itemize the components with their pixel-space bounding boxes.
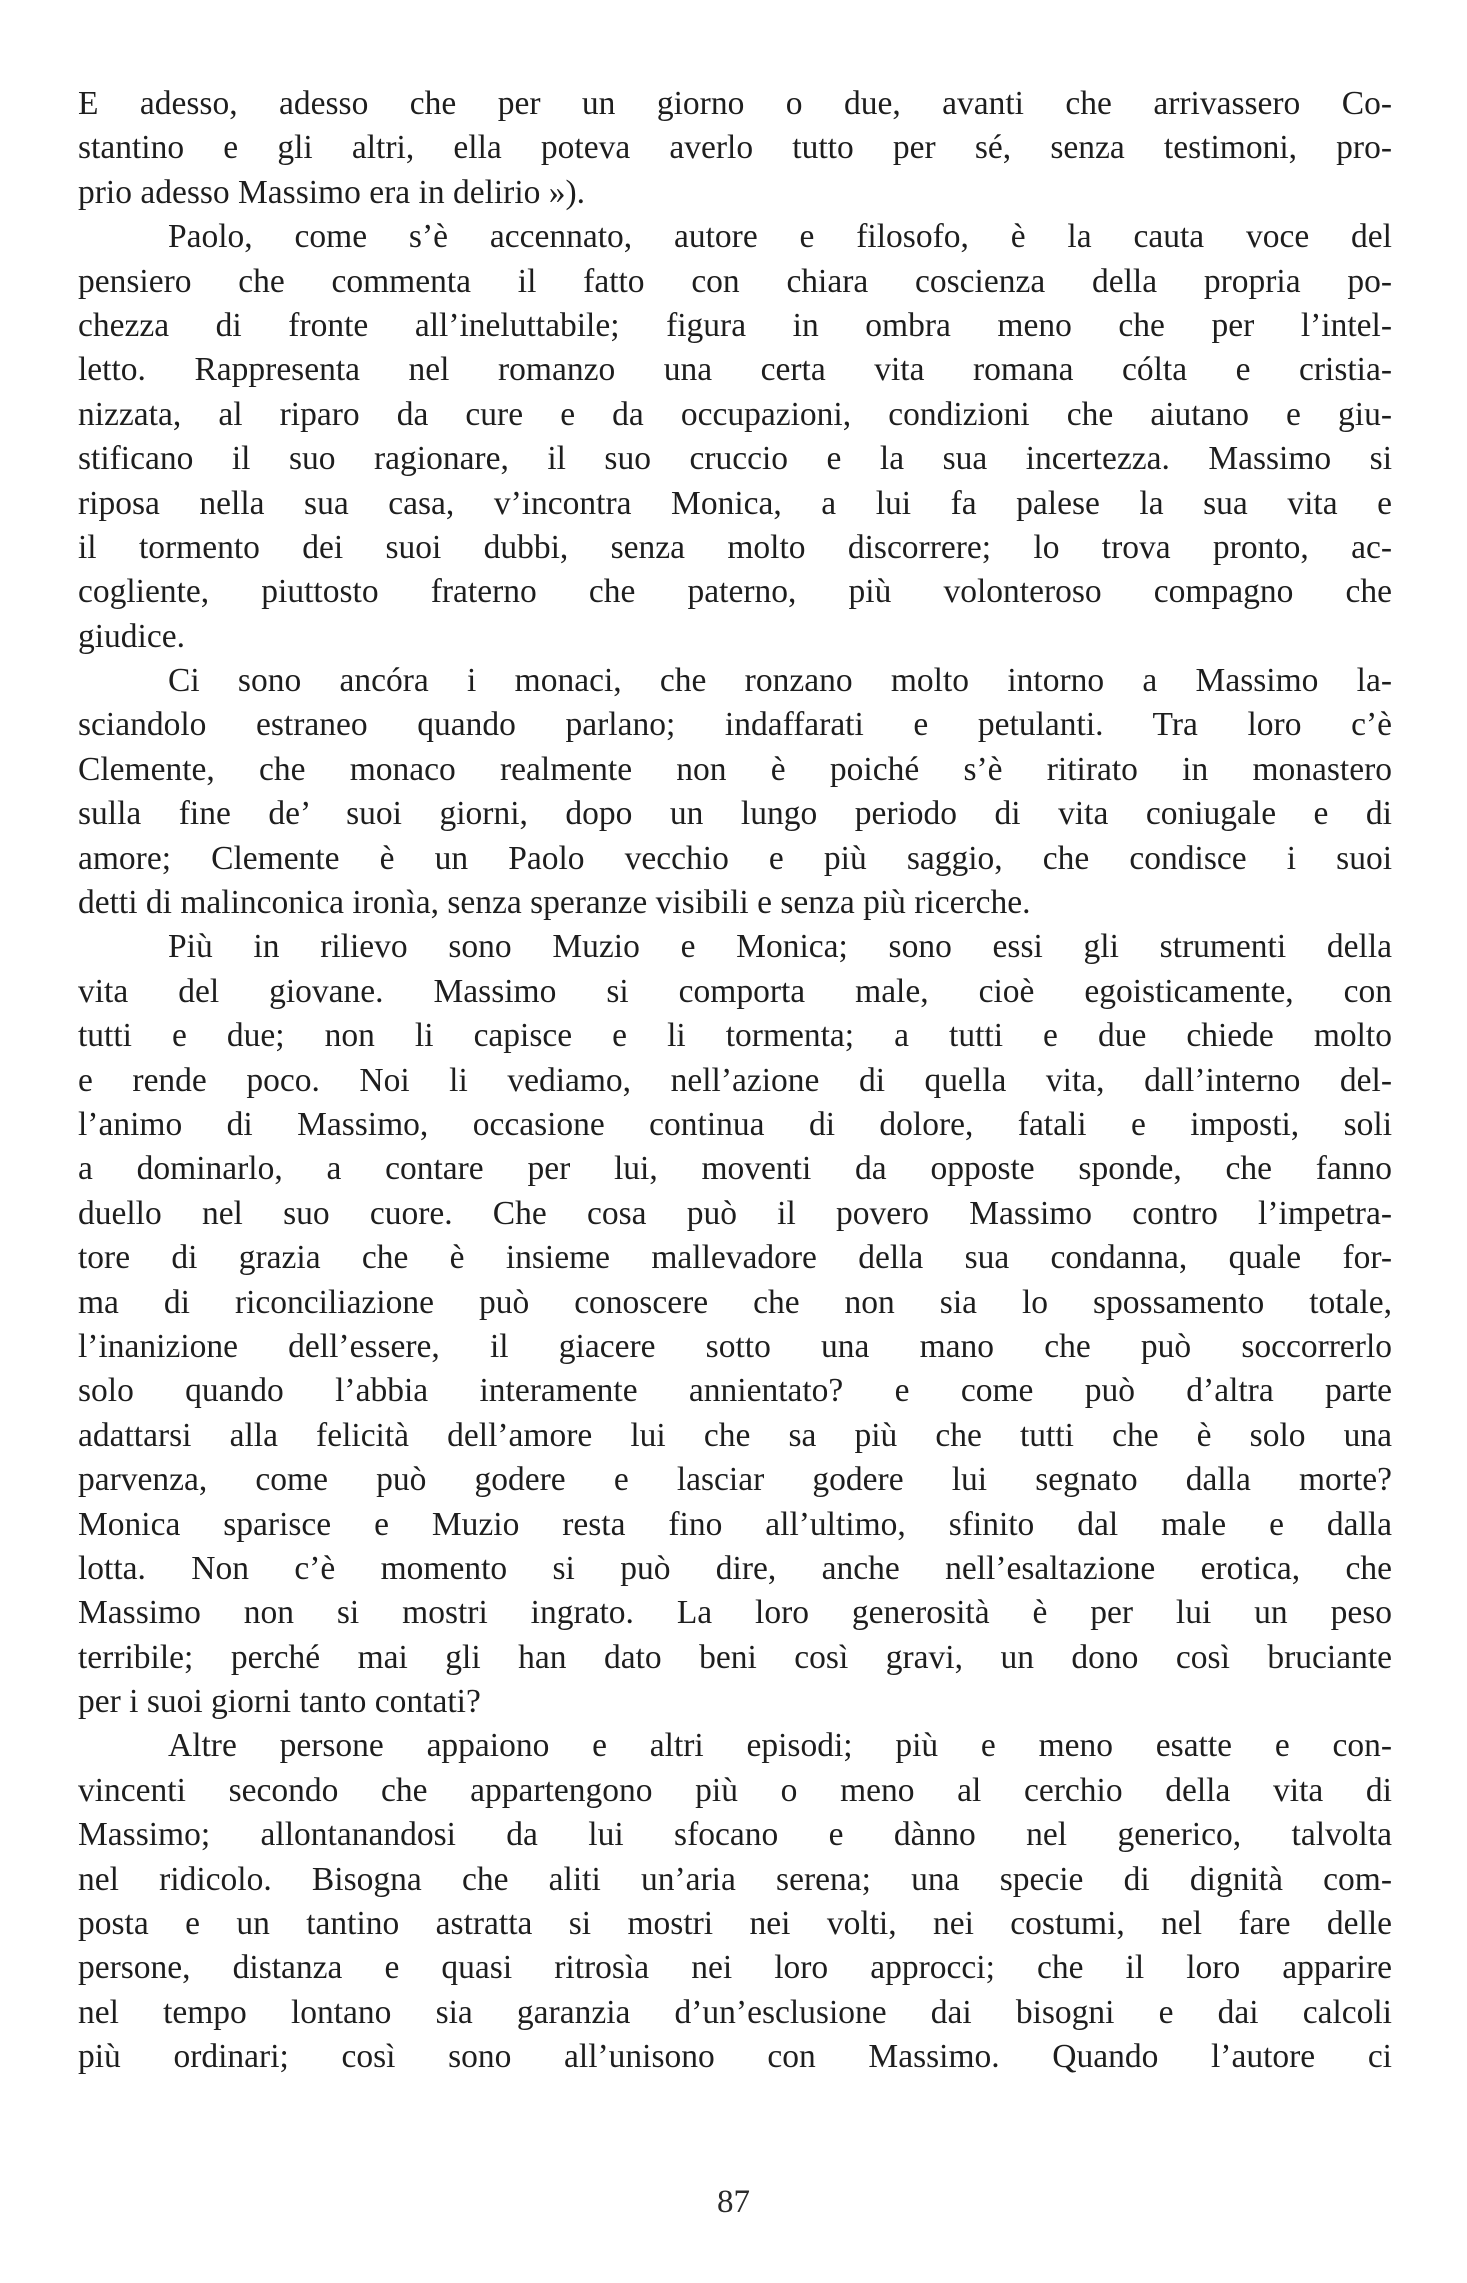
text-line: a dominarlo, a contare per lui, moventi da opposte sponde, che fanno — [78, 1150, 1392, 1188]
text-line: chezza di fronte all’ineluttabile; figura in ombra meno che per l’intel- — [78, 306, 1392, 344]
text-line: e rende poco. Noi li vediamo, nell’azione di quella vita, dall’interno del- — [78, 1061, 1392, 1099]
text-line: giudice. — [78, 617, 185, 655]
paragraph — [78, 1724, 1392, 2079]
text-line: vita del giovane. Massimo si comporta male, cioè egoisticamente, con — [78, 972, 1392, 1010]
text-line: Altre persone appaiono e altri episodi; più e meno esatte e con- — [168, 1727, 1392, 1765]
paragraph — [78, 215, 1392, 659]
text-line: cogliente, piuttosto fraterno che paterno, più volonteroso compagno che — [78, 573, 1392, 611]
text-line: l’inanizione dell’essere, il giacere sotto una mano che può soccorrerlo — [78, 1327, 1392, 1365]
page-text — [78, 82, 1392, 2080]
text-line: amore; Clemente è un Paolo vecchio e più saggio, che condisce i suoi — [78, 839, 1392, 877]
paragraph — [78, 925, 1392, 1724]
paragraph — [78, 659, 1392, 925]
text-line: detti di malinconica ironìa, senza speranze visibili e senza più ricerche. — [78, 884, 1031, 922]
text-line: persone, distanza e quasi ritrosìa nei loro approcci; che il loro apparire — [78, 1949, 1392, 1987]
text-line: E adesso, adesso che per un giorno o due, avanti che arrivassero Co- — [78, 85, 1392, 122]
text-line: vincenti secondo che appartengono più o meno al cerchio della vita di — [78, 1771, 1392, 1809]
text-line: lotta. Non c’è momento si può dire, anche nell’esaltazione erotica, che — [78, 1549, 1392, 1587]
text-line: riposa nella sua casa, v’incontra Monica, a lui fa palese la sua vita e — [78, 484, 1392, 522]
text-line: posta e un tantino astratta si mostri nei volti, nei costumi, nel fare delle — [78, 1905, 1392, 1943]
text-line: più ordinari; così sono all’unisono con Massimo. Quando l’autore ci — [78, 2038, 1392, 2076]
text-line: parvenza, come può godere e lasciar godere lui segnato dalla morte? — [78, 1461, 1392, 1499]
text-line: Più in rilievo sono Muzio e Monica; sono essi gli strumenti della — [168, 928, 1392, 966]
text-line: sciandolo estraneo quando parlano; indaffarati e petulanti. Tra loro c’è — [78, 706, 1392, 744]
text-line: duello nel suo cuore. Che cosa può il povero Massimo contro l’impetra- — [78, 1194, 1392, 1232]
text-line: solo quando l’abbia interamente annientato? e come può d’altra parte — [78, 1372, 1392, 1410]
text-line: Paolo, come s’è accennato, autore e filosofo, è la cauta voce del — [168, 218, 1392, 256]
text-line: Ci sono ancóra i monaci, che ronzano molto intorno a Massimo la- — [168, 662, 1392, 700]
text-line: Massimo non si mostri ingrato. La loro generosità è per lui un peso — [78, 1594, 1392, 1632]
text-line: nel tempo lontano sia garanzia d’un’esclusione dai bisogni e dai calcoli — [78, 1993, 1392, 2031]
text-line: Clemente, che monaco realmente non è poiché s’è ritirato in monastero — [78, 750, 1392, 788]
text-line: tutti e due; non li capisce e li tormenta; a tutti e due chiede molto — [78, 1017, 1392, 1055]
text-line: Massimo; allontanandosi da lui sfocano e dànno nel generico, talvolta — [78, 1816, 1392, 1854]
text-line: il tormento dei suoi dubbi, senza molto discorrere; lo trova pronto, ac- — [78, 528, 1392, 566]
text-line: sulla fine de’ suoi giorni, dopo un lungo periodo di vita coniugale e di — [78, 795, 1392, 833]
text-line: l’animo di Massimo, occasione continua di dolore, fatali e imposti, soli — [78, 1105, 1392, 1143]
text-line: nizzata, al riparo da cure e da occupazioni, condizioni che aiutano e giu- — [78, 395, 1392, 433]
text-line: tore di grazia che è insieme mallevadore della sua condanna, quale for- — [78, 1239, 1392, 1277]
text-line: ma di riconciliazione può conoscere che non sia lo spossamento totale, — [78, 1283, 1392, 1321]
text-line: stificano il suo ragionare, il suo cruccio e la sua incertezza. Massimo si — [78, 440, 1392, 478]
paragraph — [78, 82, 1392, 215]
text-line: Monica sparisce e Muzio resta fino all’ultimo, sfinito dal male e dalla — [78, 1505, 1392, 1543]
text-line: prio adesso Massimo era in delirio »). — [78, 173, 586, 211]
page-number: 87 — [717, 2184, 750, 2220]
text-line: stantino e gli altri, ella poteva averlo tutto per sé, senza testimoni, pro- — [78, 129, 1392, 167]
text-line: pensiero che commenta il fatto con chiara coscienza della propria po- — [78, 262, 1392, 300]
text-line: per i suoi giorni tanto contati? — [78, 1683, 481, 1721]
text-line: nel ridicolo. Bisogna che aliti un’aria serena; una specie di dignità com- — [78, 1860, 1392, 1898]
text-line: terribile; perché mai gli han dato beni così gravi, un dono così bruciante — [78, 1638, 1392, 1676]
text-line: adattarsi alla felicità dell’amore lui che sa più che tutti che è solo una — [78, 1416, 1392, 1454]
text-line: letto. Rappresenta nel romanzo una certa vita romana cólta e cristia- — [78, 351, 1392, 389]
